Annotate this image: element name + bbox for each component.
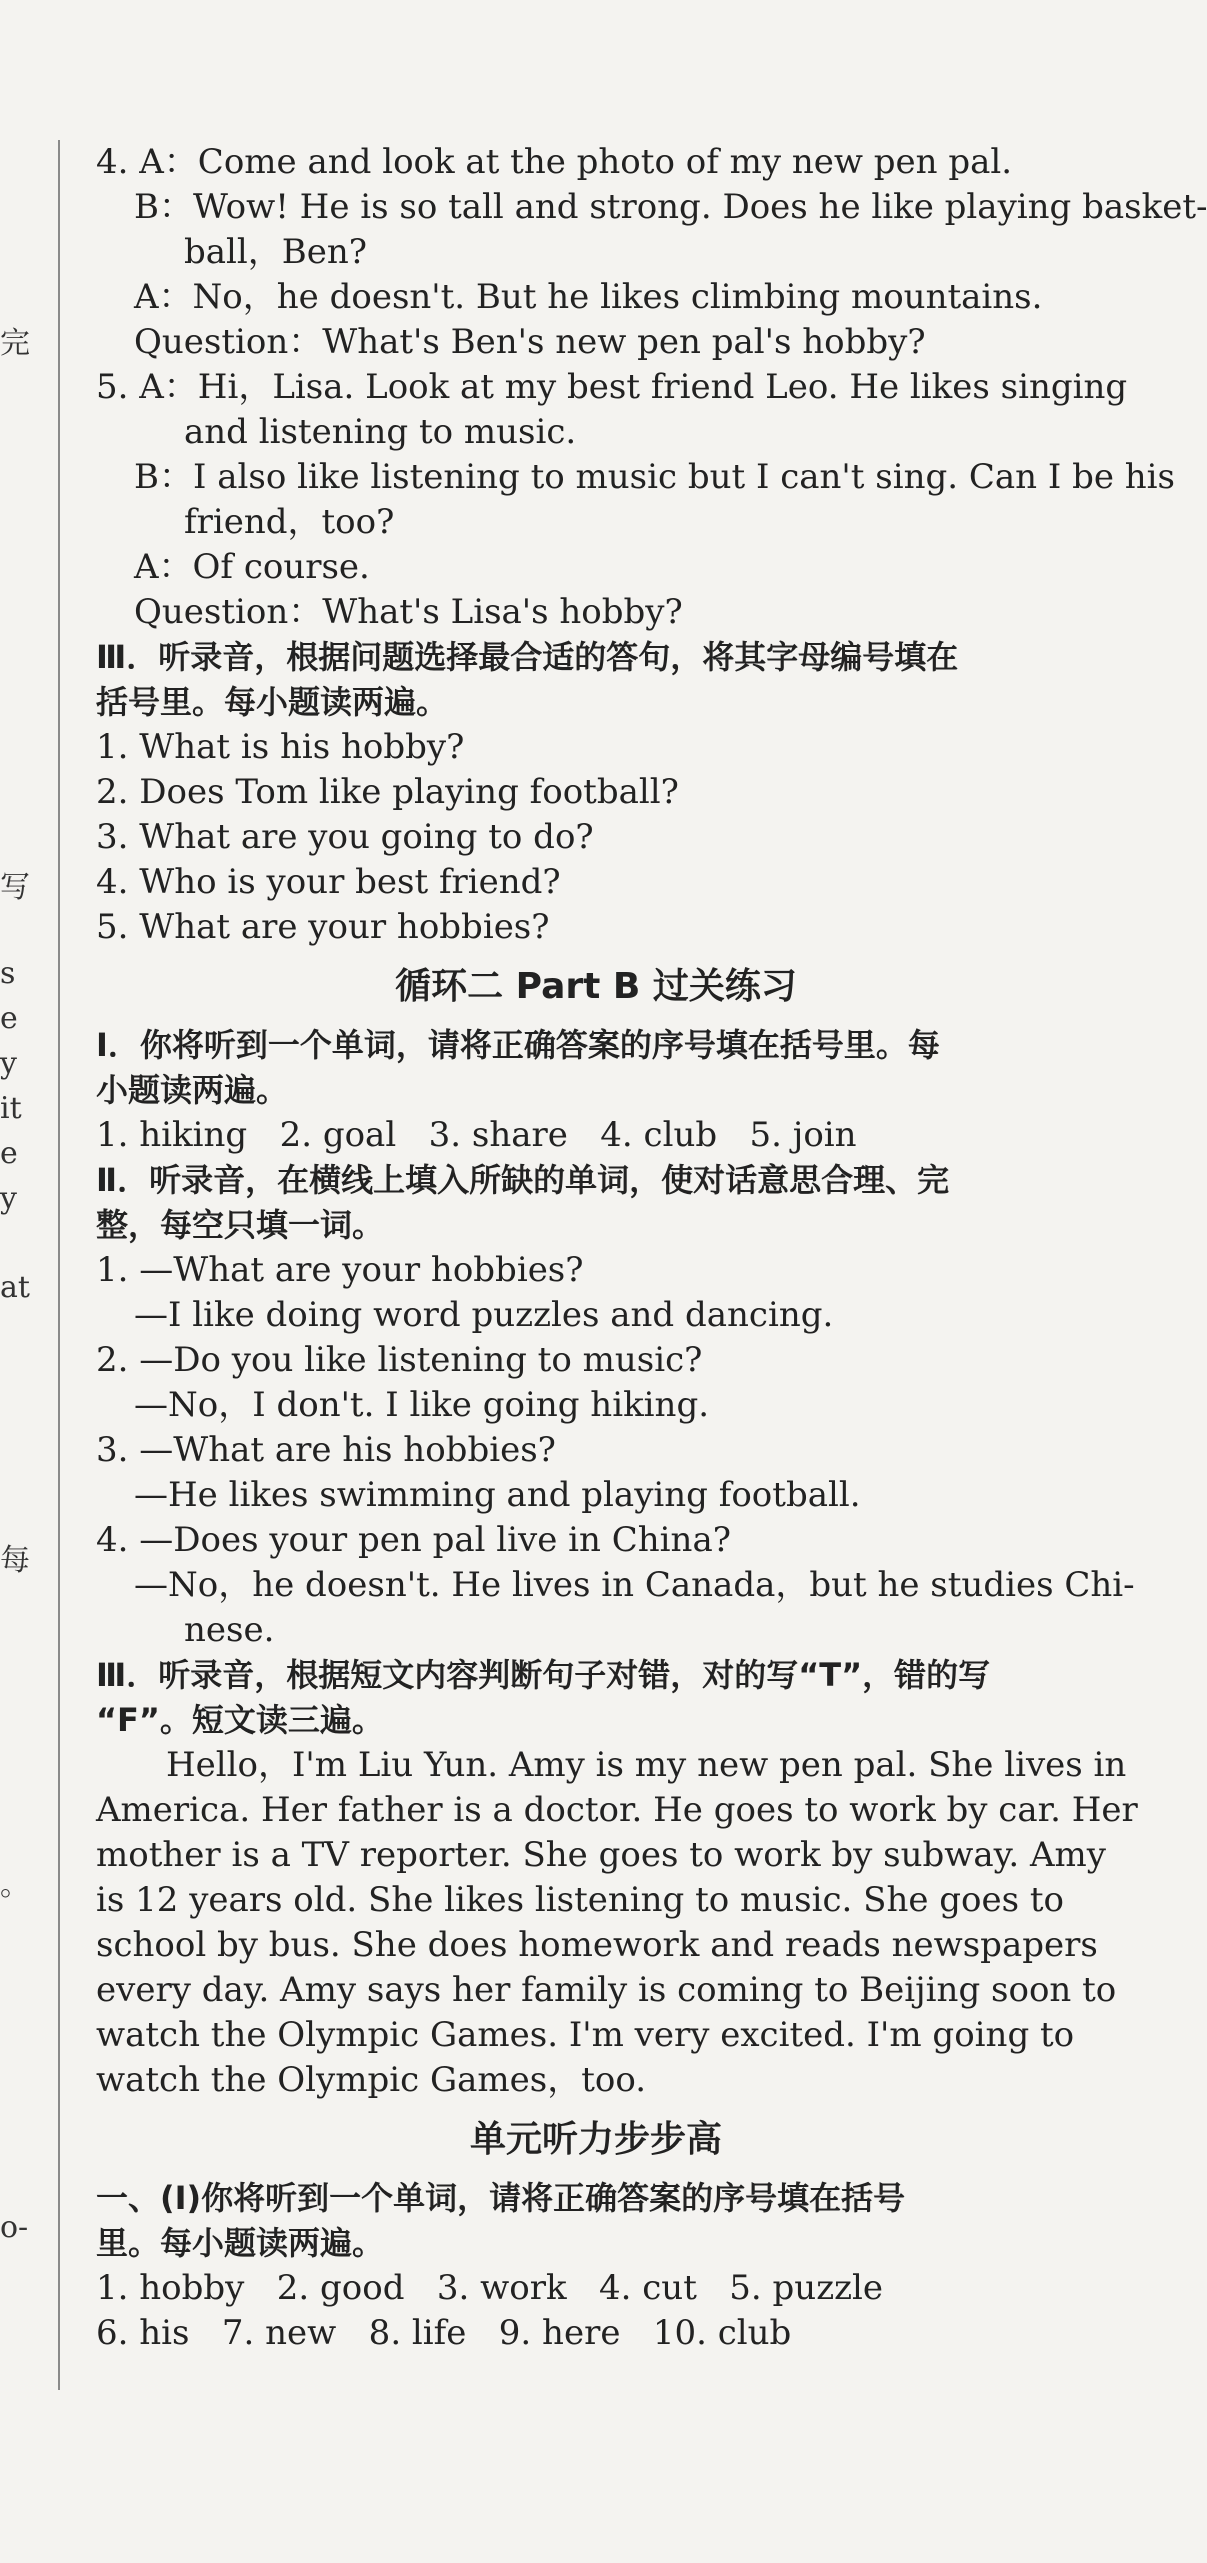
edge-char: 完 — [0, 326, 30, 361]
question-line: Question：What's Lisa's hobby? — [134, 592, 683, 632]
list-item: 2. Does Tom like playing football? — [96, 772, 679, 812]
passage-line: Hello，I'm Liu Yun. Amy is my new pen pal. She lives in — [166, 1745, 1127, 1785]
dialog-line: A：Of course. — [134, 547, 370, 587]
dialog-line: 3. —What are his hobbies? — [96, 1430, 556, 1470]
question-line: Question：What's Ben's new pen pal's hobby? — [134, 322, 926, 362]
dialog-line: 5. A：Hi，Lisa. Look at my best friend Leo. He likes singing — [96, 367, 1128, 407]
dialog-line: —I like doing word puzzles and dancing. — [134, 1295, 834, 1335]
edge-char: 每 — [0, 1543, 30, 1578]
dialog-list — [96, 1248, 1135, 1653]
edge-char: e — [0, 1001, 18, 1036]
section-title: 单元听力步步高 — [469, 2119, 722, 2160]
edge-char: 写 — [0, 870, 30, 905]
part3-heading-cont: “F”。短文读三遍。 — [96, 1701, 384, 1739]
part3-heading: Ⅲ．听录音，根据问题选择最合适的答句，将其字母编号填在 — [96, 638, 959, 676]
dialog-line: nese. — [184, 1610, 275, 1650]
passage-line: school by bus. She does homework and reads newspapers — [96, 1925, 1098, 1965]
passage-line: every day. Amy says her family is coming to Beijing soon to — [96, 1970, 1117, 2010]
edge-char: it — [0, 1091, 22, 1126]
word-list: 6. his 7. new 8. life 9. here 10. club — [96, 2313, 792, 2353]
question-5 — [96, 365, 1175, 635]
part1-heading-cont: 里。每小题读两遍。 — [96, 2224, 385, 2262]
dialog-line: friend，too? — [184, 502, 395, 542]
edge-char: s — [0, 956, 16, 991]
part3-heading-cont: 括号里。每小题读两遍。 — [96, 683, 449, 721]
part1-heading: Ⅰ．你将听到一个单词，请将正确答案的序号填在括号里。每 — [96, 1026, 940, 1064]
edge-char: at — [0, 1270, 30, 1305]
edge-char: e — [0, 1136, 18, 1171]
passage — [96, 1743, 1138, 2103]
dialog-line: —No，I don't. I like going hiking. — [134, 1385, 710, 1425]
dialog-line: —No，he doesn't. He lives in Canada，but he studies Chi- — [134, 1565, 1135, 1605]
part2-heading: Ⅱ．听录音，在横线上填入所缺的单词，使对话意思合理、完 — [96, 1161, 950, 1199]
question-4 — [96, 140, 1207, 365]
passage-line: America. Her father is a doctor. He goes to work by car. Her — [96, 1790, 1138, 1830]
part2-heading-cont: 整，每空只填一词。 — [96, 1206, 385, 1244]
edge-char: y — [0, 1046, 17, 1081]
dialog-line: 4. A：Come and look at the photo of my new pen pal. — [96, 142, 1013, 182]
part1-heading: 一、(Ⅰ)你将听到一个单词，请将正确答案的序号填在括号 — [96, 2179, 906, 2217]
list-item: 4. Who is your best friend? — [96, 862, 561, 902]
passage-line: watch the Olympic Games. I'm very excited. I'm going to — [96, 2015, 1075, 2055]
dialog-line: 4. —Does your pen pal live in China? — [96, 1520, 731, 1560]
dialog-line: B：I also like listening to music but I can't sing. Can I be his — [134, 457, 1175, 497]
dialog-line: A：No，he doesn't. But he likes climbing mountains. — [134, 277, 1043, 317]
dialog-line: B：Wow! He is so tall and strong. Does he like playing basket- — [134, 187, 1207, 227]
dialog-line: 1. —What are your hobbies? — [96, 1250, 584, 1290]
word-list: 1. hiking 2. goal 3. share 4. club 5. join — [96, 1115, 857, 1155]
passage-line: watch the Olympic Games，too. — [96, 2060, 647, 2100]
dialog-line: and listening to music. — [184, 412, 577, 452]
list-item: 5. What are your hobbies? — [96, 907, 550, 947]
dialog-line: 2. —Do you like listening to music? — [96, 1340, 703, 1380]
word-list: 1. hobby 2. good 3. work 4. cut 5. puzzle — [96, 2268, 884, 2308]
dialog-line: —He likes swimming and playing football. — [134, 1475, 861, 1515]
edge-char: o- — [0, 2210, 29, 2245]
list-item: 3. What are you going to do? — [96, 817, 594, 857]
dialog-line: ball，Ben? — [184, 232, 368, 272]
list-item: 1. What is his hobby? — [96, 727, 465, 767]
page-content — [96, 140, 1207, 2356]
section-title: 循环二 Part B 过关练习 — [395, 966, 797, 1007]
passage-line: is 12 years old. She likes listening to music. She goes to — [96, 1880, 1065, 1920]
edge-char: 。 — [0, 1868, 30, 1903]
part1-heading-cont: 小题读两遍。 — [96, 1071, 289, 1109]
part3-list — [96, 725, 1096, 950]
edge-char: y — [0, 1181, 17, 1216]
part3-heading: Ⅲ．听录音，根据短文内容判断句子对错，对的写“T”，错的写 — [96, 1656, 991, 1694]
passage-line: mother is a TV reporter. She goes to work by subway. Amy — [96, 1835, 1106, 1875]
column-divider — [58, 140, 60, 2390]
